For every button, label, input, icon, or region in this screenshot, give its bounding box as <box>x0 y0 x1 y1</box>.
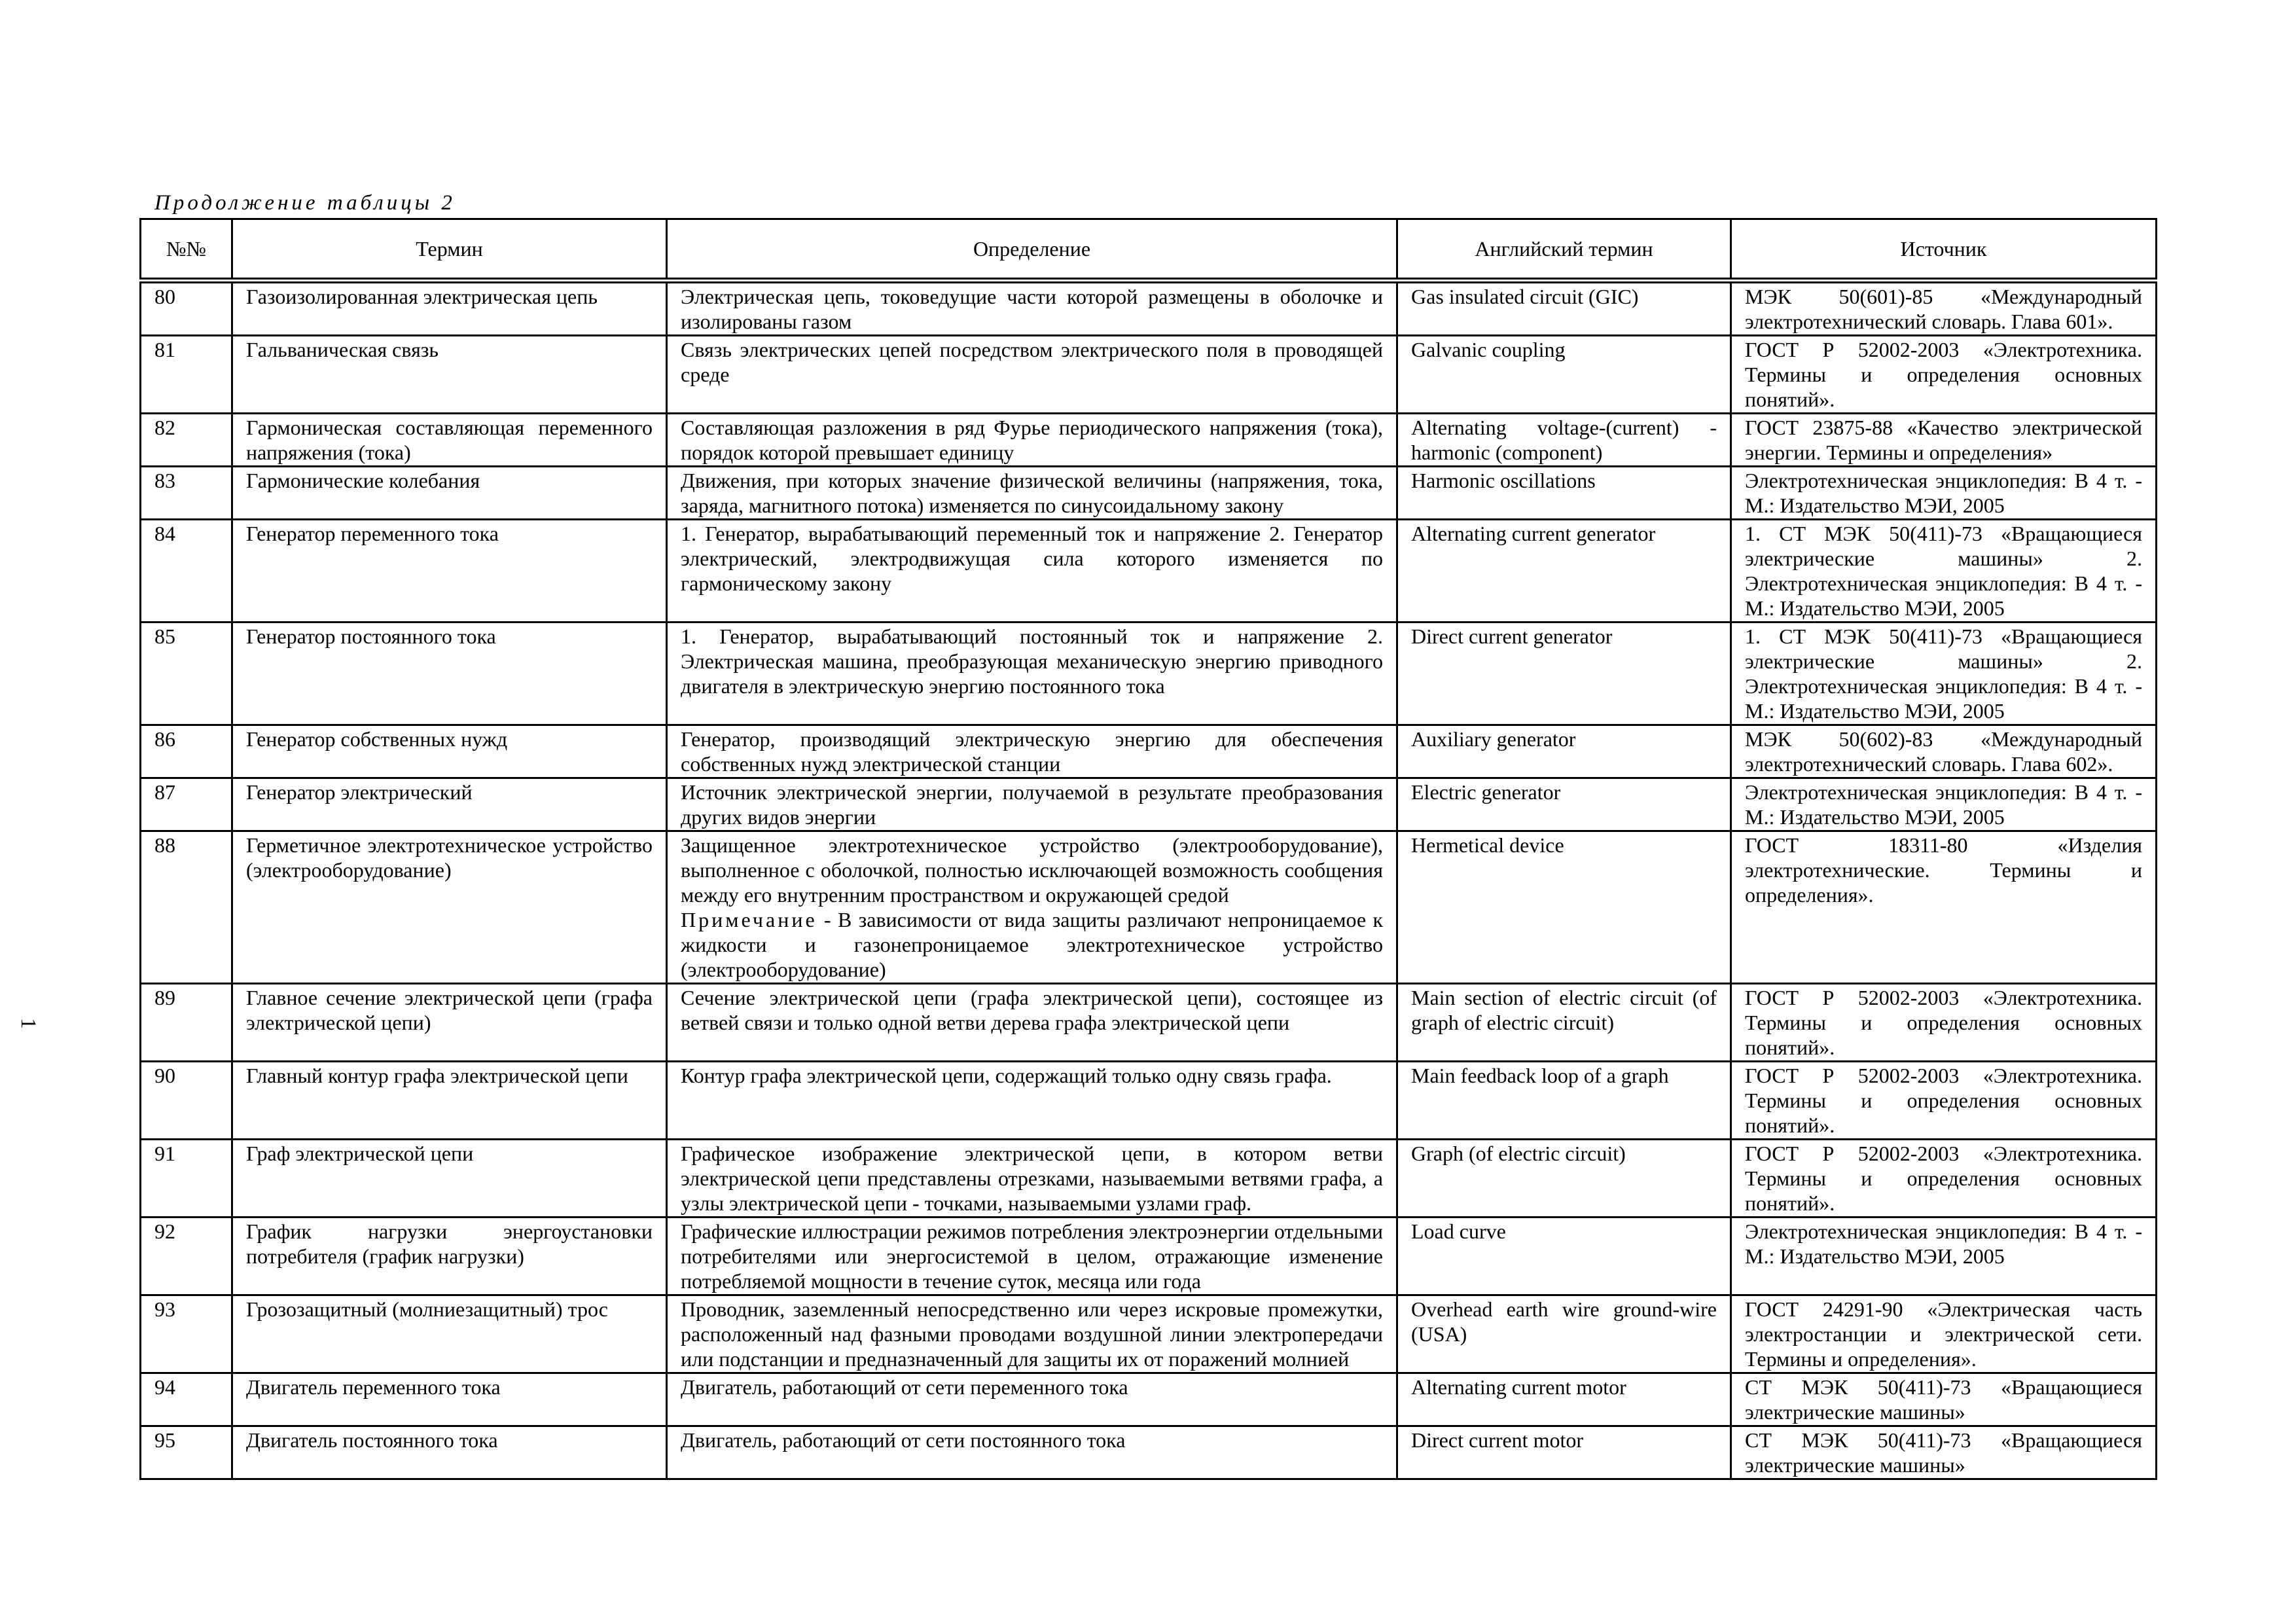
table-row <box>141 467 2157 520</box>
row-number: 92 <box>141 1218 232 1295</box>
row-english-term: Electric generator <box>1397 778 1731 831</box>
row-english-term: Alternating current motor <box>1397 1373 1731 1426</box>
row-term: Гармонические колебания <box>232 467 667 520</box>
row-number: 88 <box>141 831 232 984</box>
row-term: Гармоническая составляющая переменного напряжения (тока) <box>232 414 667 467</box>
table-row <box>141 1295 2157 1373</box>
row-definition: Электрическая цепь, токоведущие части которой размещены в оболочке и изолированы газом <box>667 281 1397 336</box>
row-term: Граф электрической цепи <box>232 1140 667 1218</box>
table-row <box>141 1140 2157 1218</box>
row-definition: Источник электрической энергии, получаемой в результате преобразования других видов энергии <box>667 778 1397 831</box>
row-term: Генератор переменного тока <box>232 520 667 623</box>
row-definition: 1. Генератор, вырабатывающий переменный ток и напряжение 2. Генератор электрический, электродвижущая сила которого изменяется по гармоническому закону <box>667 520 1397 623</box>
row-english-term: Alternating current generator <box>1397 520 1731 623</box>
row-source: 1. СТ МЭК 50(411)-73 «Вращающиеся электрические машины» 2. Электротехническая энциклопедия: В 4 т. - М.: Издательство МЭИ, 2005 <box>1731 520 2157 623</box>
row-source: Электротехническая энциклопедия: В 4 т. - М.: Издательство МЭИ, 2005 <box>1731 467 2157 520</box>
row-english-term: Graph (of electric circuit) <box>1397 1140 1731 1218</box>
row-number: 86 <box>141 725 232 778</box>
row-term: Герметичное электротехническое устройство (электрооборудование) <box>232 831 667 984</box>
table-row <box>141 778 2157 831</box>
row-english-term: Auxiliary generator <box>1397 725 1731 778</box>
table-row <box>141 623 2157 725</box>
row-english-term: Hermetical device <box>1397 831 1731 984</box>
row-definition: Связь электрических цепей посредством электрического поля в проводящей среде <box>667 336 1397 414</box>
table-row <box>141 725 2157 778</box>
table-row <box>141 1426 2157 1479</box>
row-source: СТ МЭК 50(411)-73 «Вращающиеся электрические машины» <box>1731 1426 2157 1479</box>
row-source: ГОСТ Р 52002-2003 «Электротехника. Термины и определения основных понятий». <box>1731 1140 2157 1218</box>
table-header-row <box>141 219 2157 281</box>
row-english-term: Direct current generator <box>1397 623 1731 725</box>
row-number: 83 <box>141 467 232 520</box>
table-row <box>141 1062 2157 1140</box>
row-source: 1. СТ МЭК 50(411)-73 «Вращающиеся электрические машины» 2. Электротехническая энциклопедия: В 4 т. - М.: Издательство МЭИ, 2005 <box>1731 623 2157 725</box>
header-term: Термин <box>232 219 667 281</box>
row-number: 94 <box>141 1373 232 1426</box>
row-source: ГОСТ Р 52002-2003 «Электротехника. Термины и определения основных понятий». <box>1731 984 2157 1062</box>
row-source: ГОСТ Р 52002-2003 «Электротехника. Термины и определения основных понятий». <box>1731 336 2157 414</box>
row-definition: Двигатель, работающий от сети постоянного тока <box>667 1426 1397 1479</box>
row-english-term: Main section of electric circuit (of graph of electric circuit) <box>1397 984 1731 1062</box>
row-english-term: Galvanic coupling <box>1397 336 1731 414</box>
table-row <box>141 1218 2157 1295</box>
row-english-term: Gas insulated circuit (GIC) <box>1397 281 1731 336</box>
header-english: Английский термин <box>1397 219 1731 281</box>
table-row <box>141 414 2157 467</box>
row-term: Генератор электрический <box>232 778 667 831</box>
row-source: МЭК 50(601)-85 «Международный электротехнический словарь. Глава 601». <box>1731 281 2157 336</box>
row-definition: Графическое изображение электрической цепи, в котором ветви электрической цепи представлены отрезками, называемыми ветвями графа, а узлы электрической цепи - точками, называемыми узлами граф. <box>667 1140 1397 1218</box>
row-source: ГОСТ 23875-88 «Качество электрической энергии. Термины и определения» <box>1731 414 2157 467</box>
table-caption: Продолжение таблицы 2 <box>154 191 456 215</box>
row-source: ГОСТ 18311-80 «Изделия электротехнические. Термины и определения». <box>1731 831 2157 984</box>
row-definition: Сечение электрической цепи (графа электрической цепи), состоящее из ветвей связи и только одной ветви дерева графа электрической цепи <box>667 984 1397 1062</box>
row-number: 91 <box>141 1140 232 1218</box>
row-number: 85 <box>141 623 232 725</box>
table-row <box>141 336 2157 414</box>
header-definition: Определение <box>667 219 1397 281</box>
row-term: Грозозащитный (молниезащитный) трос <box>232 1295 667 1373</box>
row-number: 90 <box>141 1062 232 1140</box>
row-definition: Контур графа электрической цепи, содержащий только одну связь графа. <box>667 1062 1397 1140</box>
row-definition: Двигатель, работающий от сети переменного тока <box>667 1373 1397 1426</box>
definition-text: Защищенное электротехническое устройство (электрооборудование), выполненное с оболочкой, полностью исключающей возможность сообщения между его внутренним пространством и окружающей средой <box>681 833 1383 907</box>
row-number: 82 <box>141 414 232 467</box>
row-term: Генератор постоянного тока <box>232 623 667 725</box>
row-term: Главный контур графа электрической цепи <box>232 1062 667 1140</box>
row-term: Двигатель переменного тока <box>232 1373 667 1426</box>
table-row <box>141 520 2157 623</box>
row-number: 87 <box>141 778 232 831</box>
row-source: Электротехническая энциклопедия: В 4 т. - М.: Издательство МЭИ, 2005 <box>1731 1218 2157 1295</box>
row-definition <box>667 831 1397 984</box>
row-term: Генератор собственных нужд <box>232 725 667 778</box>
row-definition: Графические иллюстрации режимов потребления электроэнергии отдельными потребителями или энергосистемой в целом, отражающие изменение потребляемой мощности в течение суток, месяца или года <box>667 1218 1397 1295</box>
header-num: №№ <box>141 219 232 281</box>
header-source: Источник <box>1731 219 2157 281</box>
row-number: 95 <box>141 1426 232 1479</box>
row-definition: Движения, при которых значение физической величины (напряжения, тока, заряда, магнитного потока) изменяется по синусоидальному закону <box>667 467 1397 520</box>
row-source: ГОСТ Р 52002-2003 «Электротехника. Термины и определения основных понятий». <box>1731 1062 2157 1140</box>
table-row <box>141 984 2157 1062</box>
row-definition: Генератор, производящий электрическую энергию для обеспечения собственных нужд электрической станции <box>667 725 1397 778</box>
row-number: 81 <box>141 336 232 414</box>
table-row <box>141 831 2157 984</box>
row-term: Газоизолированная электрическая цепь <box>232 281 667 336</box>
note-text: - В зависимости от вида защиты различают непроницаемое к жидкости и газонепроницаемое электротехническое устройство (электрооборудование) <box>681 908 1383 981</box>
row-english-term: Alternating voltage-(current) - harmonic (component) <box>1397 414 1731 467</box>
row-term: Главное сечение электрической цепи (графа электрической цепи) <box>232 984 667 1062</box>
row-english-term: Harmonic oscillations <box>1397 467 1731 520</box>
row-number: 89 <box>141 984 232 1062</box>
row-number: 93 <box>141 1295 232 1373</box>
row-english-term: Direct current motor <box>1397 1426 1731 1479</box>
note-label: Примечание <box>681 908 817 931</box>
row-source: ГОСТ 24291-90 «Электрическая часть электростанции и электрической сети. Термины и определения». <box>1731 1295 2157 1373</box>
row-source: Электротехническая энциклопедия: В 4 т. - М.: Издательство МЭИ, 2005 <box>1731 778 2157 831</box>
row-english-term: Load curve <box>1397 1218 1731 1295</box>
row-term: График нагрузки энергоустановки потребителя (график нагрузки) <box>232 1218 667 1295</box>
table-row <box>141 281 2157 336</box>
row-term: Гальваническая связь <box>232 336 667 414</box>
row-english-term: Main feedback loop of a graph <box>1397 1062 1731 1140</box>
row-english-term: Overhead earth wire ground-wire (USA) <box>1397 1295 1731 1373</box>
row-definition: Проводник, заземленный непосредственно или через искровые промежутки, расположенный над фазными проводами воздушной линии электропередачи или подстанции и предназначенный для защиты их от поражений молнией <box>667 1295 1397 1373</box>
row-definition: Составляющая разложения в ряд Фурье периодического напряжения (тока), порядок которой превышает единицу <box>667 414 1397 467</box>
row-number: 84 <box>141 520 232 623</box>
row-source: СТ МЭК 50(411)-73 «Вращающиеся электрические машины» <box>1731 1373 2157 1426</box>
row-number: 80 <box>141 281 232 336</box>
definition-note <box>681 907 1383 982</box>
terms-table <box>139 218 2157 1480</box>
table-row <box>141 1373 2157 1426</box>
page-number: 1 <box>16 1018 40 1029</box>
row-definition: 1. Генератор, вырабатывающий постоянный ток и напряжение 2. Электрическая машина, преобразующая механическую энергию приводного двигателя в электрическую энергию постоянного тока <box>667 623 1397 725</box>
row-term: Двигатель постоянного тока <box>232 1426 667 1479</box>
row-source: МЭК 50(602)-83 «Международный электротехнический словарь. Глава 602». <box>1731 725 2157 778</box>
